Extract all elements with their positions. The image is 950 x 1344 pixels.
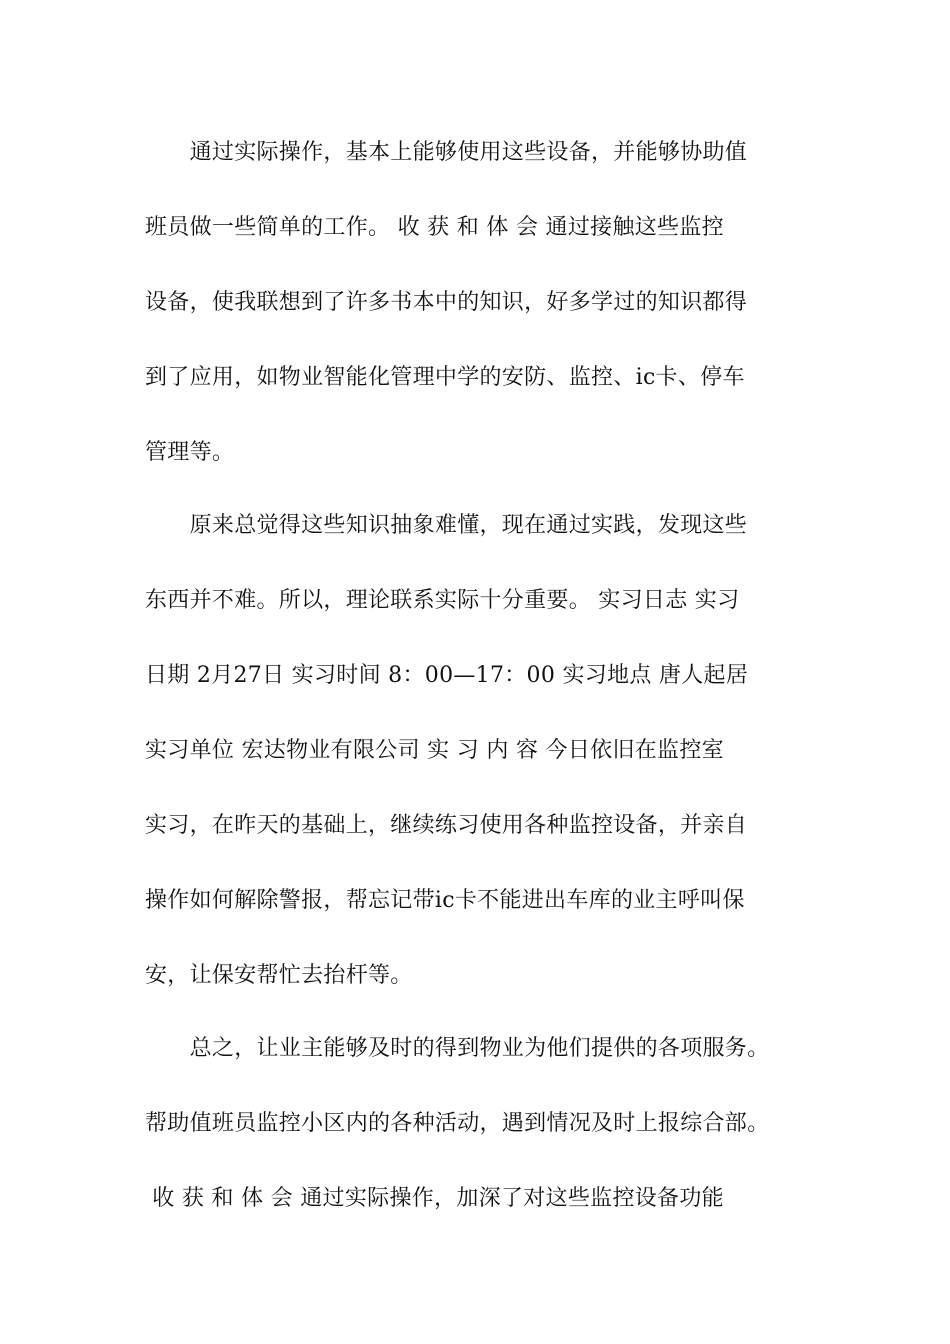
text-line: 实习单位 宏达物业有限公司 实 习 内 容 今日依旧在监控室 xyxy=(145,738,724,763)
text-line: 实习，在昨天的基础上，继续练习使用各种监控设备，并亲自 xyxy=(145,813,748,838)
text-line: 总之，让业主能够及时的得到物业为他们提供的各项服务。 xyxy=(145,1036,770,1061)
text-line: 班员做一些简单的工作。 收 获 和 体 会 通过接触这些监控 xyxy=(145,215,724,240)
text-line: 到了应用，如物业智能化管理中学的安防、监控、ic卡、停车 xyxy=(145,365,745,390)
text-line: 帮助值班员监控小区内的各种活动，遇到情况及时上报综合部。 xyxy=(145,1111,770,1136)
text-line: 管理等。 xyxy=(145,440,235,465)
text-line: 操作如何解除警报，帮忘记带ic卡不能进出车库的业主呼叫保 xyxy=(145,888,745,913)
text-line: 设备，使我联想到了许多书本中的知识，好多学过的知识都得 xyxy=(145,290,748,315)
text-line: 通过实际操作，基本上能够使用这些设备，并能够协助值 xyxy=(145,140,748,165)
text-line: 东西并不难。所以，理论联系实际十分重要。 实习日志 实习 xyxy=(145,588,740,613)
text-line: 原来总觉得这些知识抽象难懂，现在通过实践，发现这些 xyxy=(145,513,748,538)
text-line: 收 获 和 体 会 通过实际操作，加深了对这些监控设备功能 xyxy=(145,1186,724,1211)
text-line: 安，让保安帮忙去抬杆等。 xyxy=(145,963,413,988)
text-line: 日期 2月27日 实习时间 8：00—17：00 实习地点 唐人起居 xyxy=(145,663,749,688)
